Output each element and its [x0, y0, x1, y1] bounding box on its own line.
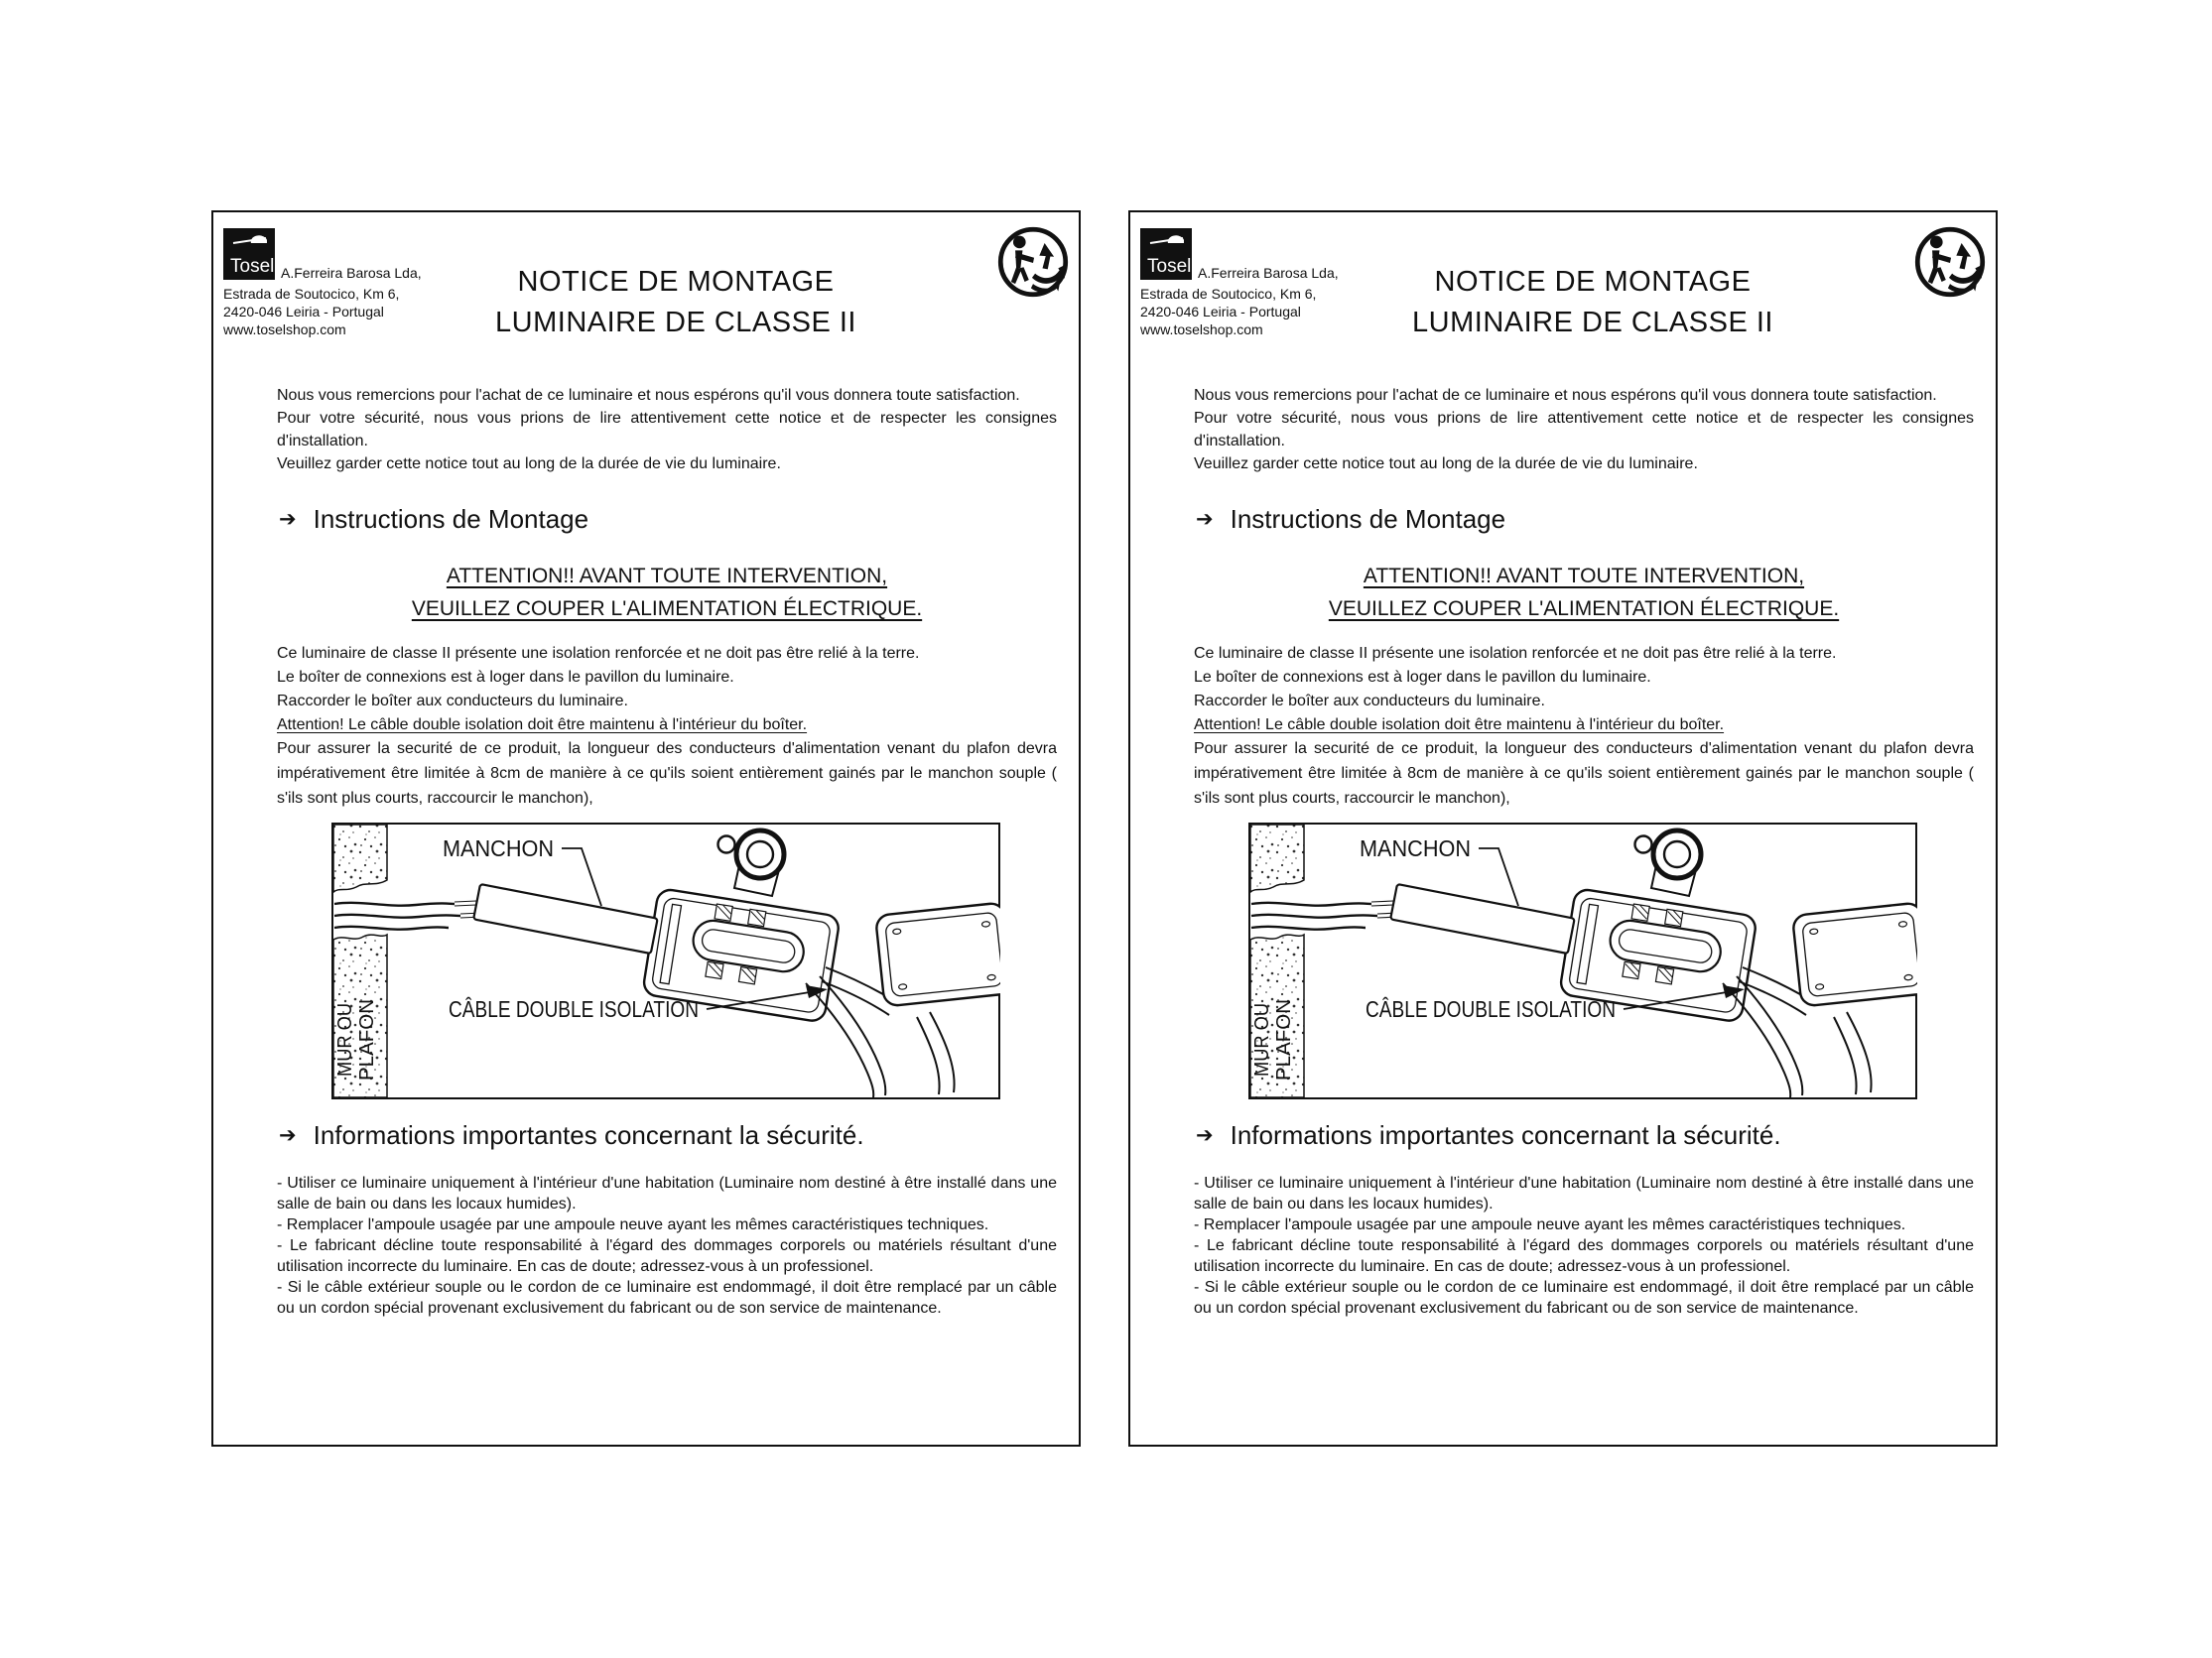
- company-website: www.toselshop.com: [1140, 321, 1263, 337]
- class2-line-3: Raccorder le boîter aux conducteurs du luminaire.: [1194, 693, 1545, 709]
- cable-label: CÂBLE DOUBLE ISOLATION: [1366, 996, 1616, 1022]
- cable-tail: [1834, 1012, 1872, 1094]
- page-header: [1130, 212, 1996, 381]
- conductor-length-note: Pour assurer la securité de ce produit, la longueur des conducteurs d'alimentation venant du plafon devra impérativement être limitée à 8cm de manière à ce qu'ils soient entièrement gainés par le manchon souple ( s'ils sont plus courts, raccourcir le manchon),: [277, 740, 1057, 807]
- page-title: [332, 262, 1019, 343]
- page-title-line1: NOTICE DE MONTAGE: [517, 266, 835, 298]
- company-city: 2420-046 Leiria - Portugal: [1140, 304, 1301, 319]
- company-name: A.Ferreira Barosa Lda,: [1198, 265, 1339, 281]
- class2-line-2: Le boîter de connexions est à loger dans le pavillon du luminaire.: [277, 669, 734, 686]
- warning-banner: [1194, 560, 1974, 625]
- manchon-label: MANCHON: [443, 835, 554, 861]
- company-city: 2420-046 Leiria - Portugal: [223, 304, 384, 319]
- warning-banner: [277, 560, 1057, 625]
- page-title-line2: LUMINAIRE DE CLASSE II: [1412, 307, 1773, 338]
- warning-line-2: VEUILLEZ COUPER L'ALIMENTATION ÉLECTRIQUE.: [1328, 597, 1840, 620]
- page-title: [1249, 262, 1936, 343]
- safety-bullet-2: - Remplacer l'ampoule usagée par une ampoule neuve ayant les mêmes caractéristiques techniques.: [277, 1216, 989, 1233]
- wall-label: [1251, 995, 1295, 1081]
- installation-diagram-drawing: [1248, 823, 1917, 1099]
- ceiling-lamp-logo-icon: [223, 228, 275, 280]
- company-street: Estrada de Soutocico, Km 6,: [1140, 286, 1317, 302]
- section-heading-montage: [1196, 502, 1974, 536]
- page-body: [1194, 384, 1974, 1319]
- safety-bullet-1: - Utiliser ce luminaire uniquement à l'intérieur d'une habitation (Luminaire nom destiné à être installé dans une salle de bain ou dans les locaux humides).: [277, 1175, 1057, 1212]
- installation-diagram: [331, 823, 1000, 1099]
- installation-diagram-drawing: [331, 823, 1000, 1099]
- manchon-label: MANCHON: [1360, 835, 1471, 861]
- hanging-ring: [718, 830, 785, 896]
- section-heading-securite: [279, 1118, 1057, 1152]
- safety-bullet-3: - Le fabricant décline toute responsabilité à l'égard des dommages corporels ou matériels résultant d'une utilisation incorrecte du luminaire. En cas de doute; adressez-vous à un professionel.: [277, 1237, 1057, 1275]
- notice-page-1: [211, 210, 1081, 1447]
- securite-heading-text: Informations importantes concernant la sécurité.: [1230, 1120, 1781, 1150]
- arrow-bullet-icon: ➔: [1196, 1123, 1214, 1147]
- arrow-bullet-icon: ➔: [1196, 507, 1214, 531]
- cable-warning-line: Attention! Le câble double isolation doit être maintenu à l'intérieur du boîter.: [277, 716, 808, 733]
- safety-bullet-1: - Utiliser ce luminaire uniquement à l'intérieur d'une habitation (Luminaire nom destiné à être installé dans une salle de bain ou dans les locaux humides).: [1194, 1175, 1974, 1212]
- arrow-bullet-icon: ➔: [279, 1123, 297, 1147]
- page-header: [213, 212, 1079, 381]
- warning-line-2: VEUILLEZ COUPER L'ALIMENTATION ÉLECTRIQUE.: [411, 597, 923, 620]
- section-heading-securite: [1196, 1118, 1974, 1152]
- montage-heading-text: Instructions de Montage: [313, 504, 589, 534]
- triman-recycling-icon: [1912, 224, 1988, 300]
- class2-line-2: Le boîter de connexions est à loger dans le pavillon du luminaire.: [1194, 669, 1651, 686]
- safety-bullet-4: - Si le câble extérieur souple ou le cordon de ce luminaire est endommagé, il doit être remplacé par un câble ou un cordon spécial provenant exclusivement du fabricant ou de son service de maintenance.: [1194, 1279, 1974, 1317]
- securite-heading-text: Informations importantes concernant la sécurité.: [313, 1120, 864, 1150]
- supply-wires: [1251, 903, 1377, 930]
- wall-label: [334, 995, 378, 1081]
- tosel-logo: [1140, 228, 1192, 280]
- class2-line-3: Raccorder le boîter aux conducteurs du luminaire.: [277, 693, 628, 709]
- supply-wires: [334, 903, 460, 930]
- intro-paragraph-1: Nous vous remercions pour l'achat de ce luminaire et nous espérons qu'il vous donnera toute satisfaction.: [1194, 387, 1937, 404]
- class2-paragraph: [1194, 642, 1974, 713]
- cable-warning-line: Attention! Le câble double isolation doit être maintenu à l'intérieur du boîter.: [1194, 716, 1725, 733]
- cover-plate: [1792, 902, 1917, 1006]
- hanging-ring: [1635, 830, 1702, 896]
- cable-tail: [917, 1012, 955, 1094]
- intro-paragraph-2: Pour votre sécurité, nous vous prions de lire attentivement cette notice et de respecter les consignes d'installation.: [277, 410, 1057, 449]
- wall-label-line2: PLAFON: [356, 1000, 378, 1081]
- intro-paragraph-2: Pour votre sécurité, nous vous prions de lire attentivement cette notice et de respecter les consignes d'installation.: [1194, 410, 1974, 449]
- class2-line-1: Ce luminaire de classe II présente une isolation renforcée et ne doit pas être relié à la terre.: [277, 645, 920, 662]
- page-title-line1: NOTICE DE MONTAGE: [1434, 266, 1752, 298]
- logo-text: Tosel: [1147, 256, 1192, 277]
- class2-line-1: Ce luminaire de classe II présente une isolation renforcée et ne doit pas être relié à la terre.: [1194, 645, 1837, 662]
- installation-diagram: [1248, 823, 1917, 1099]
- company-website: www.toselshop.com: [223, 321, 346, 337]
- safety-bullet-4: - Si le câble extérieur souple ou le cordon de ce luminaire est endommagé, il doit être remplacé par un câble ou un cordon spécial provenant exclusivement du fabricant ou de son service de maintenance.: [277, 1279, 1057, 1317]
- ceiling-lamp-logo-icon: [1140, 228, 1192, 280]
- intro-paragraph-3: Veuillez garder cette notice tout au long de la durée de vie du luminaire.: [277, 455, 781, 472]
- warning-line-1: ATTENTION!! AVANT TOUTE INTERVENTION,: [446, 565, 888, 587]
- logo-text: Tosel: [230, 256, 275, 277]
- wall-label-line2: PLAFON: [1273, 1000, 1295, 1081]
- company-name: A.Ferreira Barosa Lda,: [281, 265, 422, 281]
- warning-line-1: ATTENTION!! AVANT TOUTE INTERVENTION,: [1363, 565, 1805, 587]
- montage-heading-text: Instructions de Montage: [1230, 504, 1506, 534]
- page-title-line2: LUMINAIRE DE CLASSE II: [495, 307, 856, 338]
- wall-label-line1: MUR OU: [1251, 995, 1273, 1077]
- safety-bullet-3: - Le fabricant décline toute responsabilité à l'égard des dommages corporels ou matériels résultant d'une utilisation incorrecte du luminaire. En cas de doute; adressez-vous à un professionel.: [1194, 1237, 1974, 1275]
- safety-bullet-2: - Remplacer l'ampoule usagée par une ampoule neuve ayant les mêmes caractéristiques techniques.: [1194, 1216, 1906, 1233]
- safety-bullets: [1194, 1173, 1974, 1319]
- safety-bullets: [277, 1173, 1057, 1319]
- section-heading-montage: [279, 502, 1057, 536]
- intro-paragraph-3: Veuillez garder cette notice tout au long de la durée de vie du luminaire.: [1194, 455, 1698, 472]
- triman-recycling-icon: [995, 224, 1071, 300]
- class2-paragraph: [277, 642, 1057, 713]
- cover-plate: [875, 902, 1000, 1006]
- manchon-sleeve: [473, 884, 658, 954]
- company-street: Estrada de Soutocico, Km 6,: [223, 286, 400, 302]
- conductor-length-note: Pour assurer la securité de ce produit, la longueur des conducteurs d'alimentation venant du plafon devra impérativement être limitée à 8cm de manière à ce qu'ils soient entièrement gainés par le manchon souple ( s'ils sont plus courts, raccourcir le manchon),: [1194, 740, 1974, 807]
- intro-paragraph-1: Nous vous remercions pour l'achat de ce luminaire et nous espérons qu'il vous donnera toute satisfaction.: [277, 387, 1020, 404]
- arrow-bullet-icon: ➔: [279, 507, 297, 531]
- cable-label: CÂBLE DOUBLE ISOLATION: [449, 996, 699, 1022]
- notice-page-2: [1128, 210, 1998, 1447]
- page-body: [277, 384, 1057, 1319]
- tosel-logo: [223, 228, 275, 280]
- wall-label-line1: MUR OU: [334, 995, 356, 1077]
- manchon-sleeve: [1390, 884, 1575, 954]
